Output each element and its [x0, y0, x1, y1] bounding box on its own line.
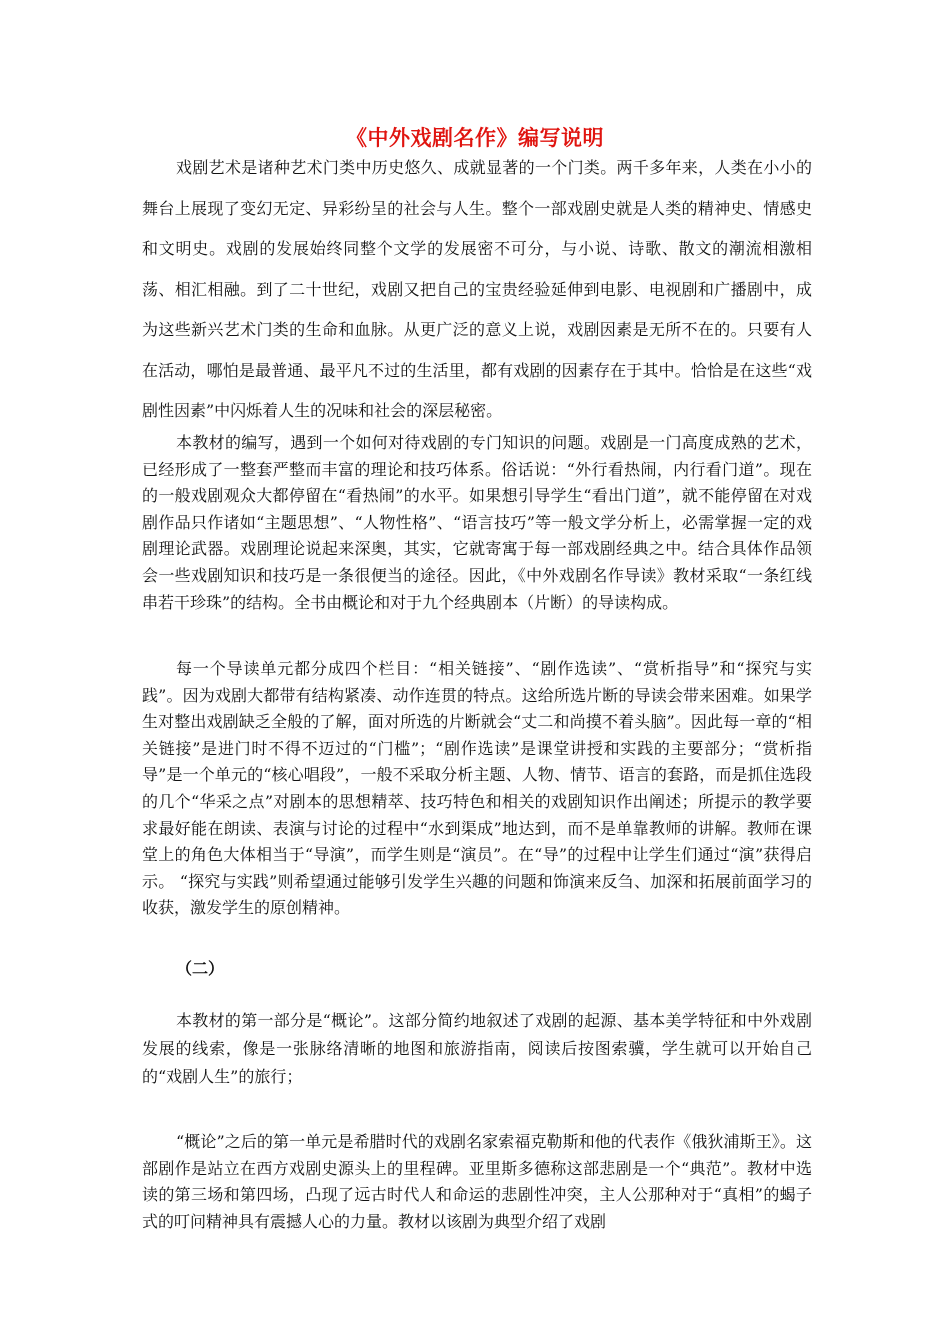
paragraph-introduction: 戏剧艺术是诸种艺术门类中历史悠久、成就显著的一个门类。两千多年来，人类在小小的舞台上展现了变幻无定、异彩纷呈的社会与人生。整个一部戏剧史就是人类的精神史、情感史和文明史。戏剧的发展始终同整个文学的发展密不可分，与小说、诗歌、散文的潮流相激相荡、相汇相融。到了二十世纪，戏剧又把自己的宝贵经验延伸到电影、电视剧和广播剧中，成为这些新兴艺术门类的生命和血脉。从更广泛的意义上说，戏剧因素是无所不在的。只要有人在活动，哪怕是最普通、最平凡不过的生活里，都有戏剧的因素存在于其中。恰恰是在这些“戏剧性因素”中闪烁着人生的况味和社会的深层秘密。 — [142, 158, 812, 420]
section-heading-two: （二） — [176, 959, 225, 978]
document-title: 《中外戏剧名作》编写说明 — [346, 125, 604, 150]
paragraph-unit-structure: 每一个导读单元都分成四个栏目：“相关链接”、“剧作选读”、“赏析指导”和“探究与实践”。因为戏剧大都带有结构紧凑、动作连贯的特点。这给所选片断的导读会带来困难。如果学生对整出戏剧缺乏全般的了解，面对所选的片断就会“丈二和尚摸不着头脑”。因此每一章的“相关链接”是进门时不得不迈过的“门槛”；“剧作选读”是课堂讲授和实践的主要部分；“赏析指导”是一个单元的“核心唱段”，一般不采取分析主题、人物、情节、语言的套路，而是抓住选段的几个“华采之点”对剧本的思想精萃、技巧特色和相关的戏剧知识作出阐述；所提示的教学要求最好能在朗读、表演与讨论的过程中“水到渠成”地达到，而不是单靠教师的讲解。教师在课堂上的角色大体相当于“导演”，而学生则是“演员”。在“导”的过程中让学生们通过“演”获得启示。 “探究与实践”则希望通过能够引发学生兴趣的问题和饰演来反刍、加深和拓展前面学习的收获，激发学生的原创精神。 — [142, 659, 812, 918]
paragraph-first-unit: “概论”之后的第一单元是希腊时代的戏剧名家索福克勒斯和他的代表作《俄狄浦斯王》。这部剧作是站立在西方戏剧史源头上的里程碑。亚里斯多德称这部悲剧是一个“典范”。教材中选读的第三场和第四场，凸现了远古时代人和命运的悲剧性冲突，主人公那种对于“真相”的蝎子式的叮问精神具有震撼人心的力量。教材以该剧为典型介绍了戏剧 — [142, 1132, 812, 1231]
paragraph-overview-part: 本教材的第一部分是“概论”。这部分简约地叙述了戏剧的起源、基本美学特征和中外戏剧发展的线索，像是一张脉络清晰的地图和旅游指南，阅读后按图索骥，学生就可以开始自己的“戏剧人生”的旅行； — [142, 1011, 812, 1086]
paragraph-textbook-compilation: 本教材的编写，遇到一个如何对待戏剧的专门知识的问题。戏剧是一门高度成熟的艺术，已经形成了一整套严整而丰富的理论和技巧体系。俗话说：“外行看热闹，内行看门道”。现在的一般戏剧观众大都停留在“看热闹”的水平。如果想引导学生“看出门道”，就不能停留在对戏剧作品只作诸如“主题思想”、“人物性格”、“语言技巧”等一般文学分析上，必需掌握一定的戏剧理论武器。戏剧理论说起来深奥，其实，它就寄寓于每一部戏剧经典之中。结合具体作品领会一些戏剧知识和技巧是一条很便当的途径。因此，《中外戏剧名作导读》教材采取“一条红线串若干珍珠”的结构。全书由概论和对于九个经典剧本（片断）的导读构成。 — [142, 433, 812, 612]
